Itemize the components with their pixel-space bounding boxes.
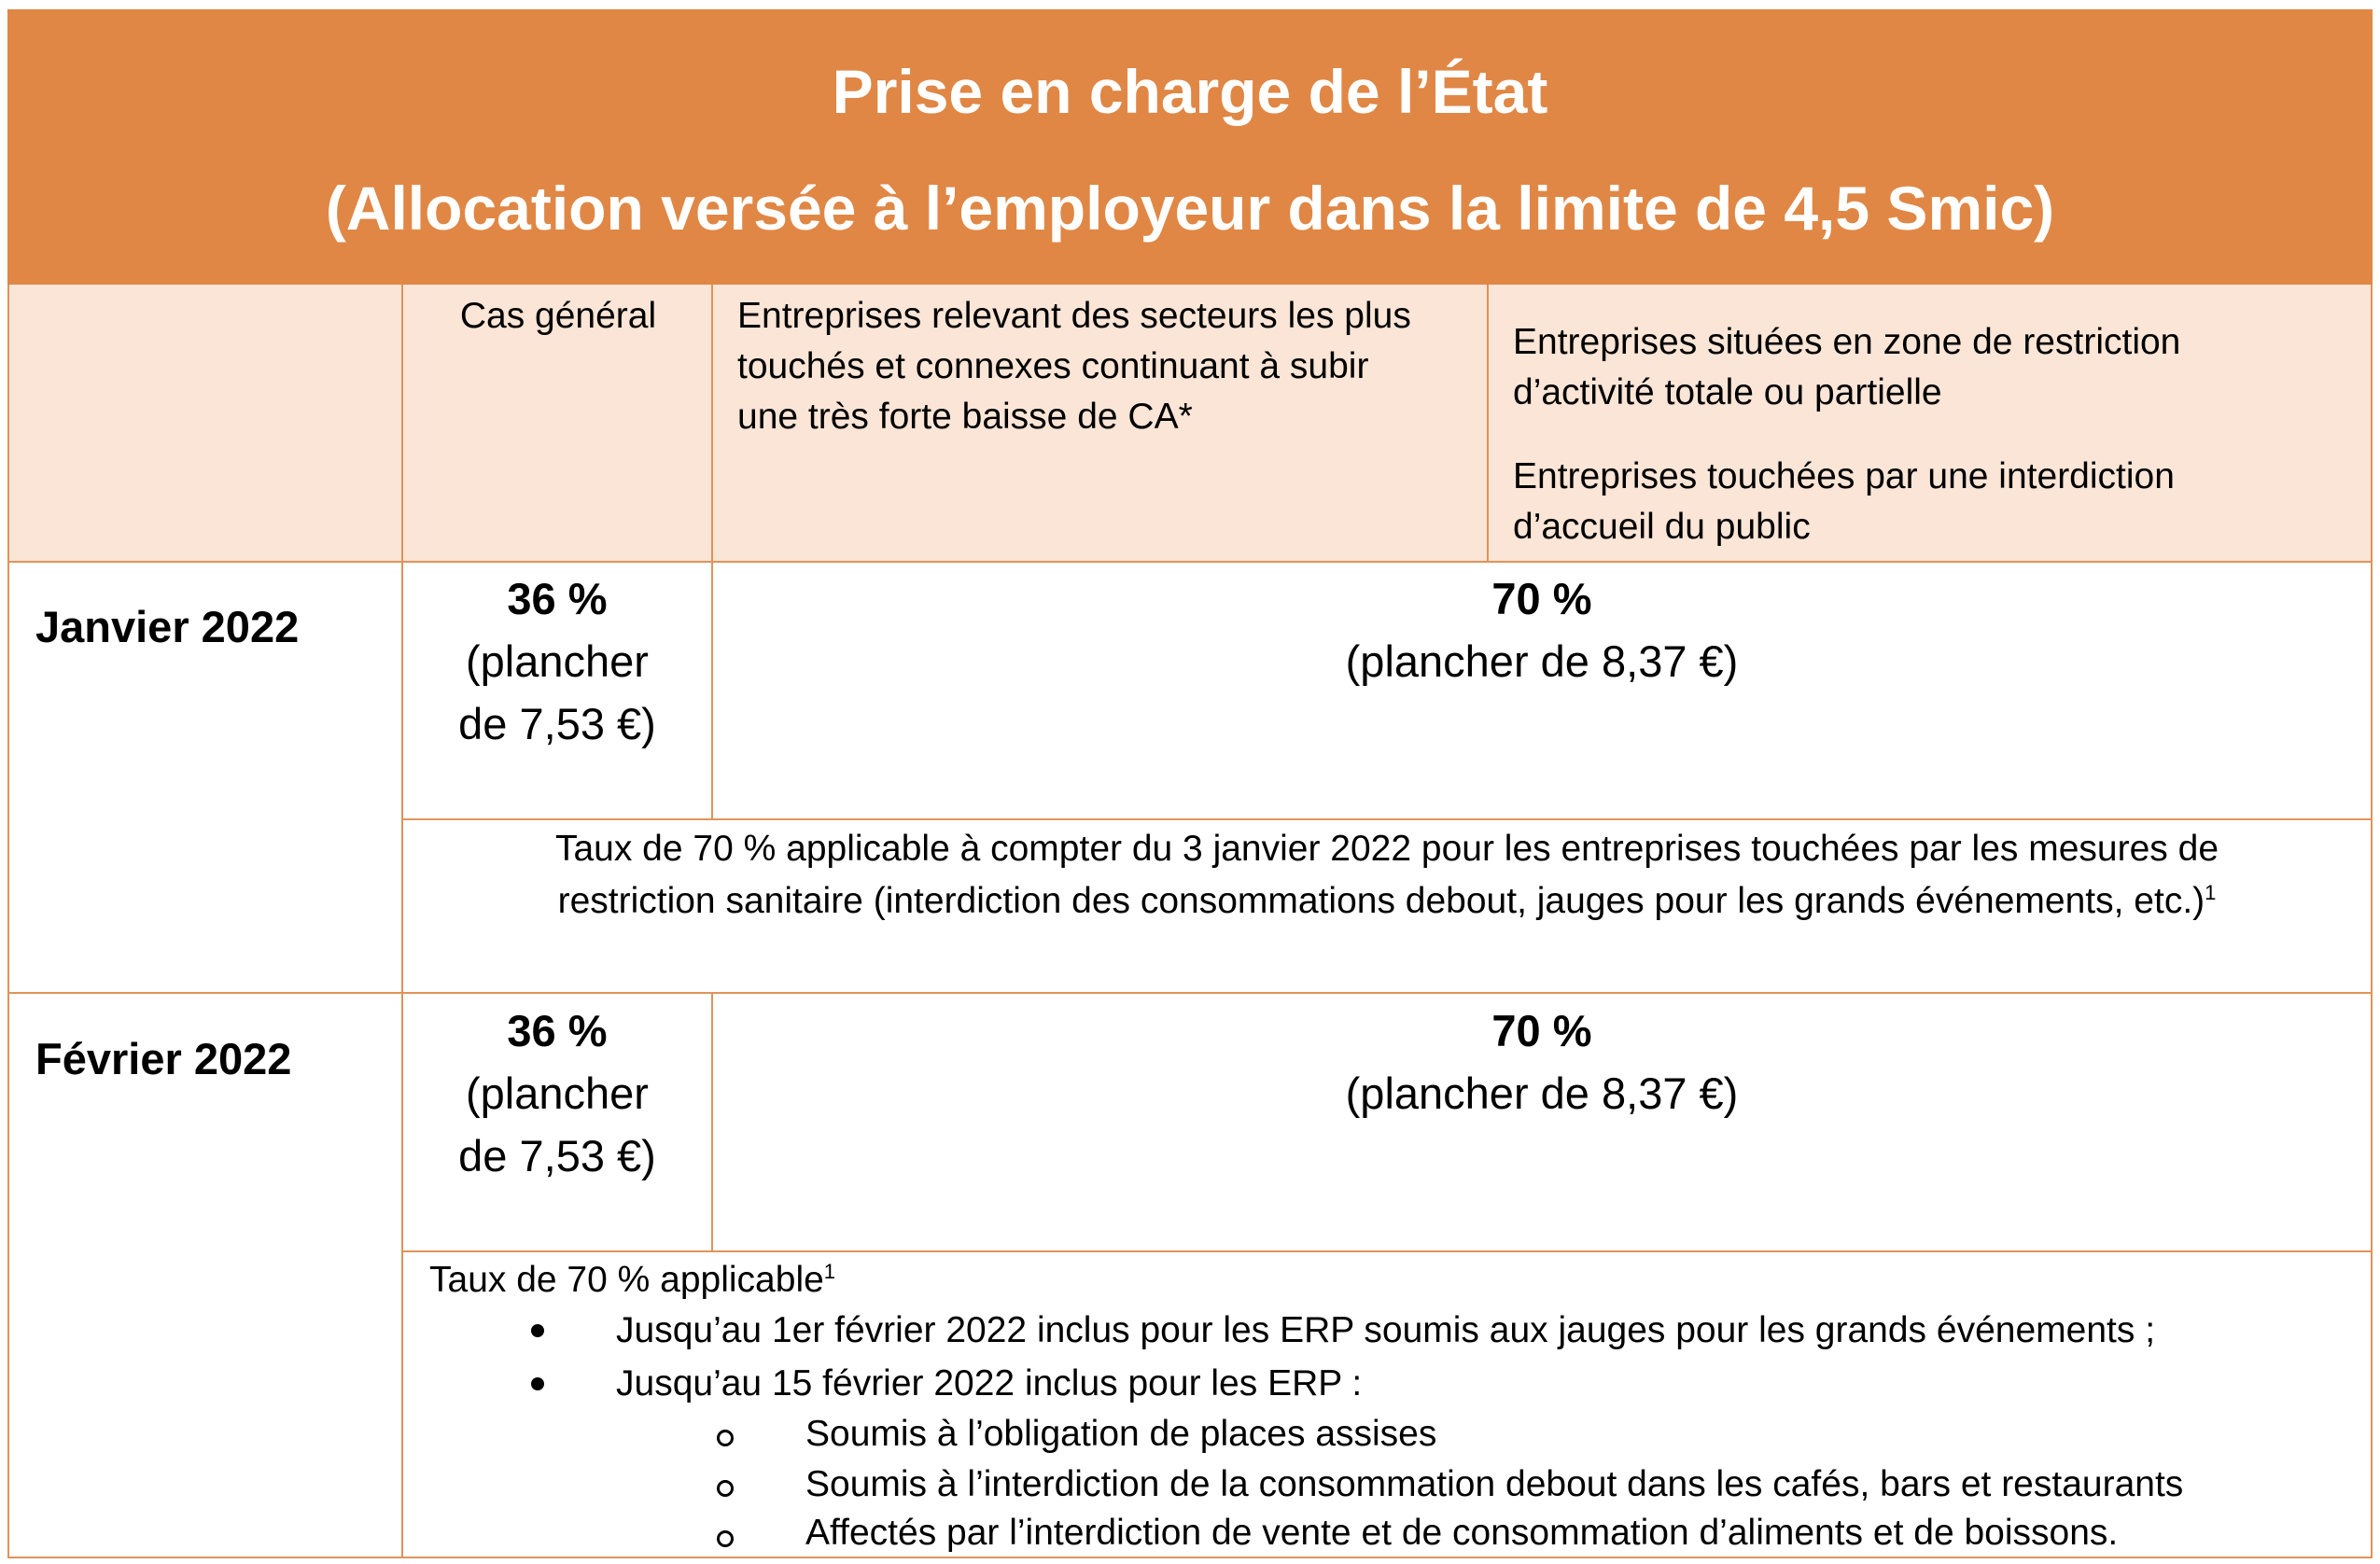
- rate-floor: (plancher: [466, 636, 649, 686]
- column-divider: [1487, 285, 1489, 561]
- table-subtitle: (Allocation versée à l’employeur dans la limite de 4,5 Smic): [325, 174, 2055, 243]
- rate-affected-january: [713, 567, 2371, 692]
- footnote-marker: 1: [823, 1260, 836, 1283]
- rate-floor: de 7,53 €): [458, 699, 656, 748]
- table-title-band: [7, 9, 2373, 285]
- rate-general-january: [403, 567, 711, 755]
- column-divider: [711, 285, 713, 818]
- footnote-marker: 1: [2205, 881, 2217, 904]
- row-divider: [7, 992, 2373, 994]
- column-header-affected-sectors-line: une très forte baisse de CA*: [737, 397, 1193, 437]
- column-header-restriction-zone: [1513, 317, 2353, 418]
- sub-list-item: Affectés par l’interdiction de vente et de consommation d’aliments et de boissons.: [805, 1513, 2119, 1553]
- rate-floor: (plancher: [466, 1068, 649, 1118]
- list-item: Jusqu’au 15 février 2022 inclus pour les ERP :: [616, 1363, 1363, 1403]
- note-line-text: restriction sanitaire (interdiction des consommations debout, jauges pour les grands événements, etc.): [557, 881, 2205, 921]
- aid-table: [7, 9, 2373, 1558]
- column-header-restriction-zone-line: Entreprises situées en zone de restriction: [1513, 322, 2181, 362]
- column-divider: [2371, 285, 2373, 1558]
- bullet-icon: [531, 1324, 544, 1337]
- bullet-icon: [531, 1377, 544, 1390]
- rate-floor: (plancher de 8,37 €): [1345, 1068, 1739, 1118]
- column-header-public-ban-line: d’accueil du public: [1513, 507, 1811, 547]
- row-label-february: Février 2022: [35, 1034, 292, 1083]
- circle-bullet-icon: [717, 1430, 734, 1446]
- column-header-affected-sectors-line: Entreprises relevant des secteurs les plus: [737, 296, 1411, 336]
- note-intro-text: Taux de 70 % applicable: [429, 1260, 824, 1300]
- row-divider: [401, 818, 2373, 820]
- list-item: Jusqu’au 1er février 2022 inclus pour les ERP soumis aux jauges pour les grands événements ;: [616, 1310, 2156, 1350]
- note-january: [403, 823, 2371, 928]
- circle-bullet-icon: [717, 1530, 734, 1547]
- table-title: Prise en charge de l’État: [832, 57, 1548, 126]
- rate-general-february: [403, 999, 711, 1187]
- row-label-january: Janvier 2022: [35, 602, 300, 651]
- column-header-restriction-zone-line: d’activité totale ou partielle: [1513, 372, 1942, 412]
- rate-percent: 36 %: [507, 1006, 608, 1055]
- row-divider: [401, 1250, 2373, 1252]
- sub-list-item: Soumis à l’obligation de places assises: [805, 1414, 1437, 1454]
- note-february-intro: [429, 1255, 835, 1306]
- column-header-affected-sectors: [737, 291, 1465, 442]
- rate-percent: 70 %: [1491, 1006, 1592, 1055]
- rate-floor: (plancher de 8,37 €): [1345, 636, 1739, 686]
- note-line: [403, 875, 2371, 928]
- column-header-public-ban: [1513, 452, 2353, 552]
- rate-percent: 70 %: [1491, 574, 1592, 623]
- rate-percent: 36 %: [507, 574, 608, 623]
- circle-bullet-icon: [717, 1480, 734, 1497]
- column-divider: [7, 285, 9, 1558]
- rate-floor: de 7,53 €): [458, 1131, 656, 1180]
- column-header-general: Cas général: [459, 296, 657, 336]
- column-header-public-ban-line: Entreprises touchées par une interdiction: [1513, 456, 2175, 496]
- rate-affected-february: [713, 999, 2371, 1124]
- row-divider: [7, 561, 2373, 563]
- column-header-affected-sectors-line: touchés et connexes continuant à subir: [737, 346, 1369, 386]
- note-line: Taux de 70 % applicable à compter du 3 janvier 2022 pour les entreprises touchées par les mesures de: [554, 829, 2219, 869]
- sub-list-item: Soumis à l’interdiction de la consommation debout dans les cafés, bars et restaurants: [805, 1464, 2184, 1504]
